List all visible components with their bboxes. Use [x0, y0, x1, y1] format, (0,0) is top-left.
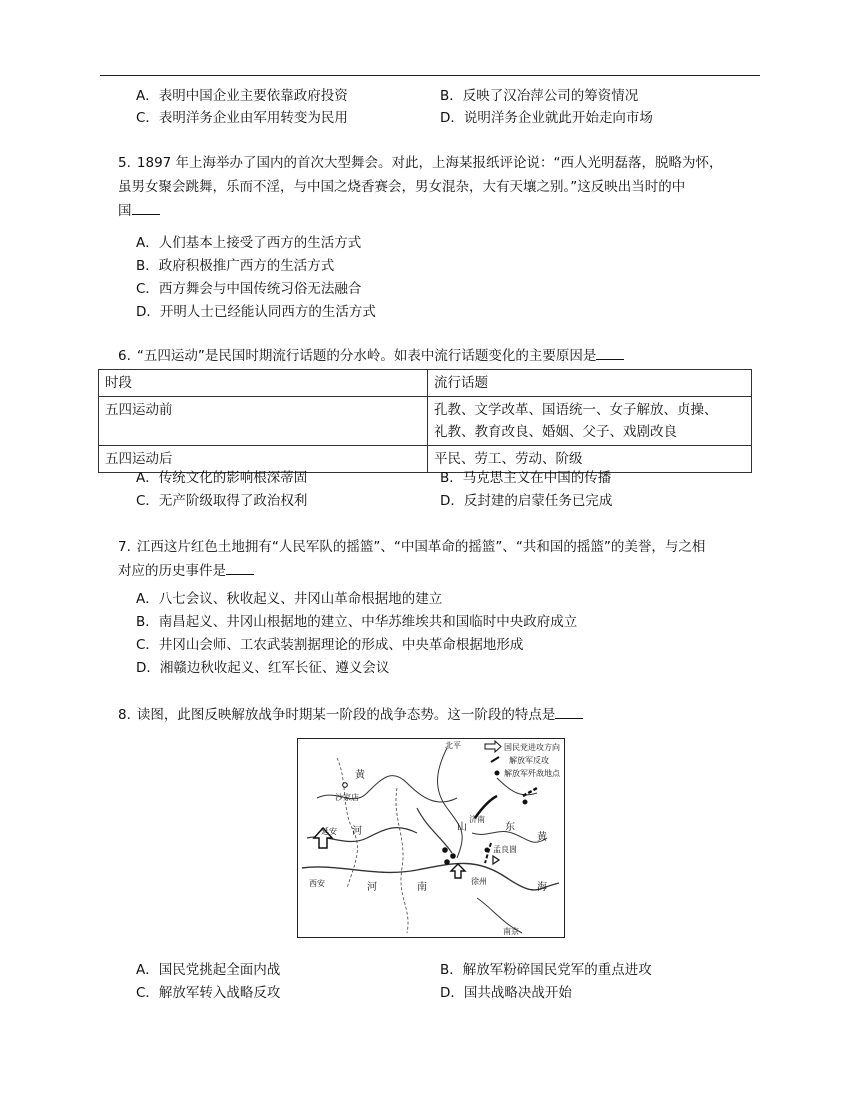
- place-label: 济南: [469, 815, 485, 824]
- battle-point-icon: [444, 859, 450, 865]
- q5-stem: [118, 151, 758, 223]
- region-label: 黄: [537, 832, 547, 843]
- q8-number: 8.: [118, 707, 131, 723]
- q5-line1: 1897 年上海举办了国内的首次大型舞会。对此，上海某报纸评论说：“西人光明磊落，脱略为怀，: [136, 155, 723, 171]
- place-label: 徐州: [471, 877, 487, 886]
- table-cell-line: 礼教、教育改良、婚姻、父子、戏剧改良: [434, 424, 677, 440]
- place-label: 孟良崮: [493, 845, 517, 854]
- q7-line1: 江西这片红色土地拥有“人民军队的摇篮”、“中国革命的摇篮”、“共和国的摇篮”的美誉，与之相: [136, 539, 706, 555]
- table-cell: 五四运动前: [99, 397, 428, 446]
- region-label: 东: [505, 822, 515, 833]
- region-label: 山: [457, 822, 467, 833]
- q5-option-d[interactable]: D．开明人士已经能认同西方的生活方式: [136, 304, 376, 320]
- table-cell: 平民、劳工、劳动、阶级: [428, 446, 752, 473]
- q5-line3: 国: [118, 203, 132, 219]
- q7-line2: 对应的历史事件是: [118, 563, 226, 579]
- battle-point-icon: [523, 800, 528, 805]
- q8-option-b[interactable]: B．解放军粉碎国民党军的重点进攻: [440, 962, 652, 978]
- q6-option-d[interactable]: D．反封建的启蒙任务已完成: [440, 493, 613, 509]
- q6-option-c[interactable]: C．无产阶级取得了政治权利: [136, 493, 308, 509]
- place-label: 沙家店: [335, 793, 359, 802]
- table-row: [99, 397, 752, 446]
- q8-stem-text: 读图，此图反映解放战争时期某一阶段的战争态势。这一阶段的特点是: [136, 707, 556, 723]
- region-label: 南: [417, 882, 427, 893]
- battle-point-icon: [450, 853, 456, 859]
- region-label: 河: [352, 826, 362, 837]
- q7-option-b[interactable]: B．南昌起义、井冈山根据地的建立、中华苏维埃共和国临时中央政府成立: [136, 614, 578, 630]
- header-rule: [100, 75, 760, 76]
- place-label: 西安: [309, 879, 325, 888]
- battle-point-icon: [343, 783, 348, 788]
- region-label: 黄: [355, 770, 365, 781]
- q8-option-a[interactable]: A．国民党挑起全面内战: [136, 962, 281, 978]
- q5-option-c[interactable]: C．西方舞会与中国传统习俗无法融合: [136, 281, 362, 297]
- q8-option-d[interactable]: D．国共战略决战开始: [440, 985, 572, 1001]
- table-header-row: [99, 370, 752, 397]
- battle-point-icon: [485, 848, 490, 853]
- table-header-cell: 流行话题: [428, 370, 752, 397]
- q8-stem: [118, 703, 758, 727]
- place-label: 南京: [503, 927, 519, 936]
- place-label: 北平: [445, 741, 461, 750]
- q5-option-a[interactable]: A．人们基本上接受了西方的生活方式: [136, 235, 362, 251]
- q5-line2: 虽男女聚会跳舞，乐而不淫，与中国之烧香赛会，男女混杂，大有天壤之别。”这反映出当时的中: [118, 179, 686, 195]
- answer-blank[interactable]: [596, 345, 624, 360]
- region-label: 海: [537, 882, 547, 893]
- legend-label: 国民党进攻方向: [504, 743, 560, 752]
- q7-stem: [118, 535, 758, 583]
- q7-option-a[interactable]: A．八七会议、秋收起义、井冈山革命根据地的建立: [136, 591, 443, 607]
- q4-option-b[interactable]: B．反映了汉冶萍公司的筹资情况: [440, 88, 639, 104]
- war-situation-map: [297, 738, 565, 938]
- q4-option-c[interactable]: C．表明洋务企业由军用转变为民用: [136, 110, 348, 126]
- region-label: 河: [367, 882, 377, 893]
- table-cell: 五四运动后: [99, 446, 428, 473]
- q6-option-b[interactable]: B．马克思主义在中国的传播: [440, 470, 612, 486]
- q7-number: 7.: [118, 539, 131, 555]
- answer-blank[interactable]: [555, 704, 583, 719]
- q6-option-a[interactable]: A．传统文化的影响根深蒂固: [136, 470, 308, 486]
- q4-option-a[interactable]: A．表明中国企业主要依靠政府投资: [136, 88, 348, 104]
- q5-option-b[interactable]: B．政府积极推广西方的生活方式: [136, 258, 335, 274]
- q6-number: 6.: [118, 348, 131, 364]
- answer-blank[interactable]: [132, 200, 160, 215]
- q8-option-c[interactable]: C．解放军转入战略反攻: [136, 985, 281, 1001]
- answer-blank[interactable]: [226, 560, 254, 575]
- q6-table: [98, 369, 752, 473]
- table-cell-line: 孔教、文学改革、国语统一、女子解放、贞操、: [434, 402, 718, 418]
- q4-option-d[interactable]: D．说明洋务企业就此开始走向市场: [440, 110, 653, 126]
- legend-label: 解放军反攻: [509, 756, 549, 765]
- q7-option-c[interactable]: C．井冈山会师、工农武装割据理论的形成、中央革命根据地形成: [136, 637, 524, 653]
- q7-option-d[interactable]: D．湘赣边秋收起义、红军长征、遵义会议: [136, 660, 390, 676]
- place-label: 延安: [321, 827, 337, 836]
- q5-number: 5.: [118, 155, 131, 171]
- table-header-cell: 时段: [99, 370, 428, 397]
- q6-stem-text: “五四运动”是民国时期流行话题的分水岭。如表中流行话题变化的主要原因是: [136, 348, 597, 364]
- table-cell: [428, 397, 752, 446]
- q6-stem: [118, 344, 758, 368]
- battle-point-icon: [442, 847, 448, 853]
- legend-label: 解放军歼敌地点: [504, 769, 560, 778]
